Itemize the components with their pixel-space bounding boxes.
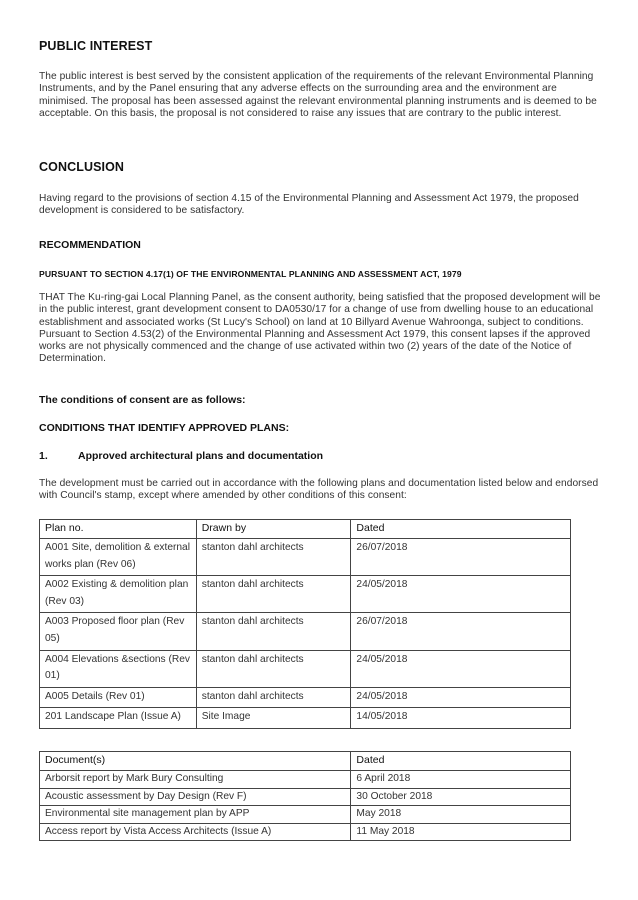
column-header: Drawn by (196, 520, 351, 539)
table-cell: Environmental site management plan by APP (40, 806, 351, 824)
table-cell: 24/05/2018 (351, 687, 571, 708)
table-cell: 14/05/2018 (351, 708, 571, 729)
table-cell: 201 Landscape Plan (Issue A) (40, 708, 197, 729)
table-cell: 6 April 2018 (351, 771, 571, 789)
conditions-intro: The conditions of consent are as follows: (39, 394, 246, 406)
table-cell: 11 May 2018 (351, 823, 571, 841)
table-cell: 24/05/2018 (351, 576, 571, 613)
table-cell: stanton dahl architects (196, 687, 351, 708)
table-cell: Site Image (196, 708, 351, 729)
column-header: Dated (351, 520, 571, 539)
recommendation-heading: RECOMMENDATION (39, 239, 141, 251)
table-cell: stanton dahl architects (196, 576, 351, 613)
approved-plans-heading: CONDITIONS THAT IDENTIFY APPROVED PLANS: (39, 422, 290, 434)
table-cell: A002 Existing & demolition plan (Rev 03) (40, 576, 197, 613)
column-header: Document(s) (40, 752, 351, 771)
table-row (40, 650, 571, 687)
table-header-row (40, 752, 571, 771)
recommendation-subheading: PURSUANT TO SECTION 4.17(1) OF THE ENVIRONMENTAL PLANNING AND ASSESSMENT ACT, 1979 (39, 269, 462, 279)
table-cell: stanton dahl architects (196, 650, 351, 687)
table-cell: Arborsit report by Mark Bury Consulting (40, 771, 351, 789)
recommendation-paragraph: THAT The Ku-ring-gai Local Planning Panel, as the consent authority, being satisfied that the proposed development will be in the public interest, grant development consent to DA0530/17 for a change of use from dwelling house to an educational establishment and associated works (St Lucy's School) on land at 10 Billyard Avenue Wahroonga, subject to conditions. Pursuant to Section 4.53(2) of the Environmental Planning and Assessment Act 1979, this consent lapses if the approved works are not physically commenced and the change of use activated within two (2) years of the date of the Notice of Determination. (39, 292, 601, 365)
condition-title: Approved architectural plans and documentation (78, 450, 324, 462)
documents-table (39, 751, 571, 841)
public-interest-heading: PUBLIC INTEREST (39, 39, 153, 53)
table-cell: Access report by Vista Access Architects (Issue A) (40, 823, 351, 841)
table-cell: 24/05/2018 (351, 650, 571, 687)
approved-plans-table (39, 519, 571, 729)
table-cell: stanton dahl architects (196, 613, 351, 650)
table-cell: A001 Site, demolition & external works plan (Rev 06) (40, 539, 197, 576)
table-row (40, 576, 571, 613)
table-cell: 26/07/2018 (351, 613, 571, 650)
column-header: Plan no. (40, 520, 197, 539)
table-cell: May 2018 (351, 806, 571, 824)
table-cell: A004 Elevations &sections (Rev 01) (40, 650, 197, 687)
table-row (40, 771, 571, 789)
table-cell: stanton dahl architects (196, 539, 351, 576)
table-header-row (40, 520, 571, 539)
condition-paragraph: The development must be carried out in accordance with the following plans and documentation listed below and endorsed with Council's stamp, except where amended by other conditions of this consent: (39, 478, 599, 502)
conclusion-paragraph: Having regard to the provisions of section 4.15 of the Environmental Planning and Assessment Act 1979, the proposed development is considered to be satisfactory. (39, 193, 579, 217)
table-row (40, 806, 571, 824)
table-row (40, 788, 571, 806)
table-cell: Acoustic assessment by Day Design (Rev F) (40, 788, 351, 806)
table-cell: A003 Proposed floor plan (Rev 05) (40, 613, 197, 650)
table-row (40, 708, 571, 729)
table-row (40, 539, 571, 576)
conclusion-heading: CONCLUSION (39, 160, 125, 174)
table-row (40, 687, 571, 708)
table-cell: 30 October 2018 (351, 788, 571, 806)
table-cell: 26/07/2018 (351, 539, 571, 576)
table-row (40, 823, 571, 841)
column-header: Dated (351, 752, 571, 771)
public-interest-paragraph: The public interest is best served by the consistent application of the requirements of the relevant Environmental Planning Instruments, and by the Panel ensuring that any adverse effects on the surrounding area and the environment are minimised. The proposal has been assessed against the relevant environmental planning instruments and is deemed to be acceptable. On this basis, the proposal is not considered to raise any issues that are contrary to the public interest. (39, 71, 597, 119)
condition-number: 1. (39, 450, 48, 462)
table-cell: A005 Details (Rev 01) (40, 687, 197, 708)
table-row (40, 613, 571, 650)
